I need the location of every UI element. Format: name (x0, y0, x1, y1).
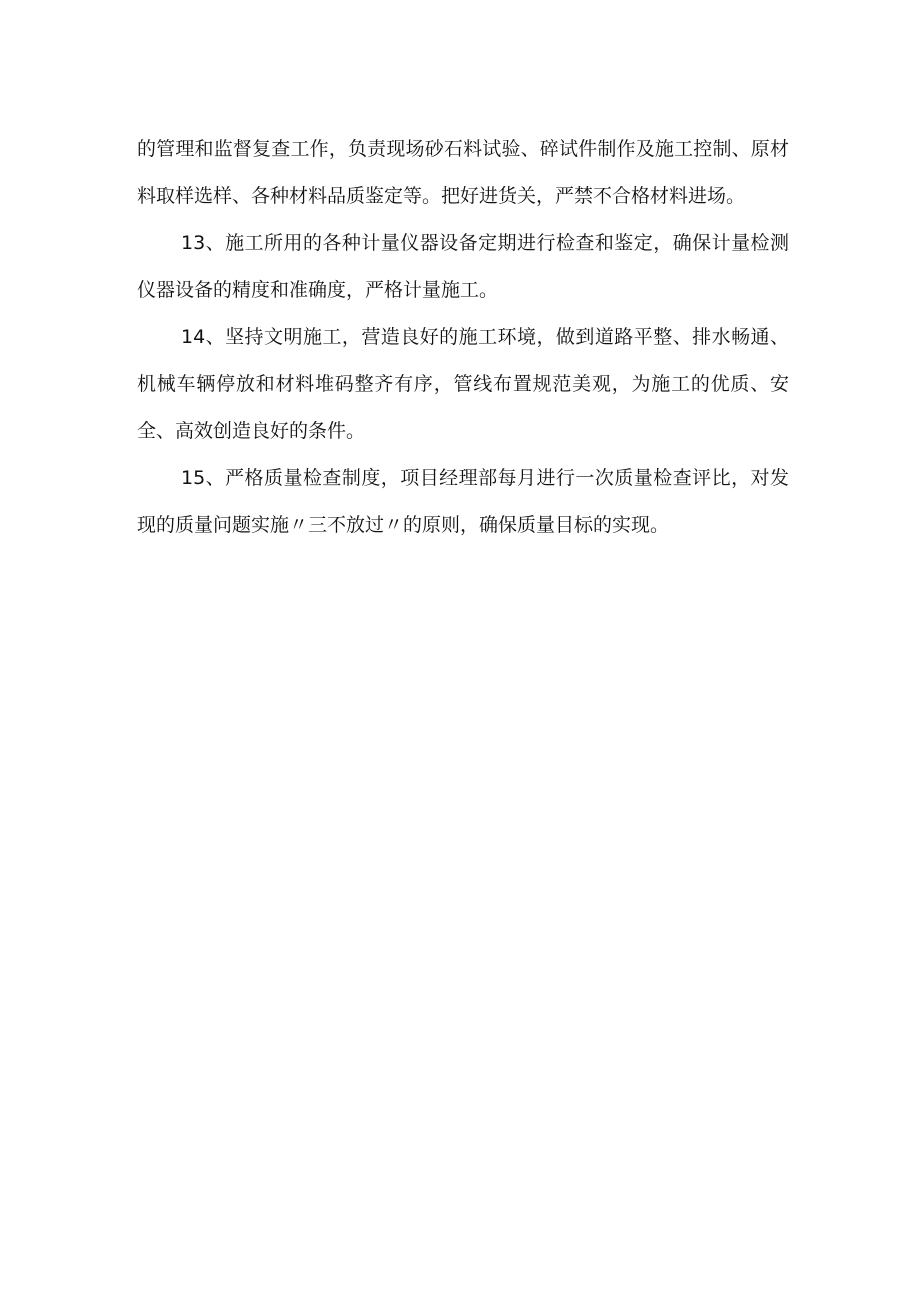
document-body (137, 126, 789, 549)
paragraph-continuation: 的管理和监督复查工作，负责现场砂石料试验、碎试件制作及施工控制、原材料取样选样、各种材料品质鉴定等。把好进货关，严禁不合格材料进场。 (137, 138, 789, 207)
paragraph-item-14: 14、坚持文明施工，营造良好的施工环境，做到道路平整、排水畅通、机械车辆停放和材料堆码整齐有序，管线布置规范美观，为施工的优质、安全、高效创造良好的条件。 (137, 326, 789, 442)
paragraph-item-15: 15、严格质量检查制度，项目经理部每月进行一次质量检查评比，对发现的质量问题实施〃三不放过〃的原则，确保质量目标的实现。 (137, 467, 789, 536)
paragraph-item-13: 13、施工所用的各种计量仪器设备定期进行检查和鉴定，确保计量检测仪器设备的精度和准确度，严格计量施工。 (137, 232, 789, 301)
